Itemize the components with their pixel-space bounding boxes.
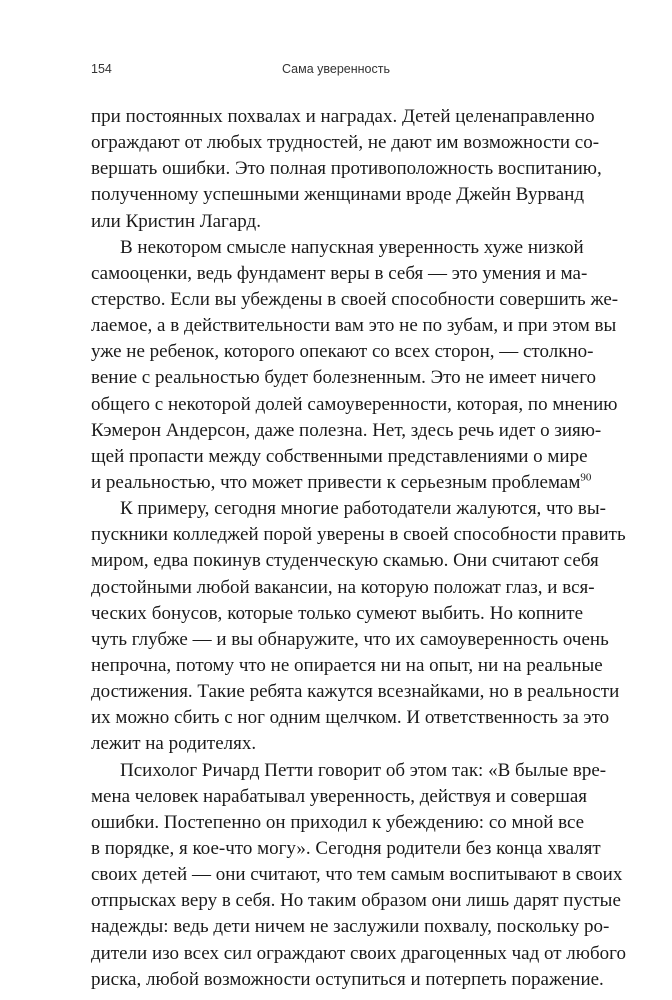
text-line: полученному успешными женщинами вроде Джейн Вурванд [91,184,585,206]
text-line: ошибки. Постепенно он приходил к убеждению: со мной все [91,811,585,833]
text-line: надежды: ведь дети ничем не заслужили похвалу, поскольку ро- [91,916,610,938]
text-line: пускники колледжей порой уверены в своей способности править [91,524,626,546]
text-line: лаемое, а в действительности вам это не по зубам, и при этом вы [91,315,617,337]
text-line: их можно сбить с ног одним щелчком. И ответственность за это [91,707,610,729]
text-line: или Кристин Лагард. [91,210,261,232]
text-line: ограждают от любых трудностей, не дают им возможности со- [91,132,600,154]
text-line: щей пропасти между собственными представлениями о мире [91,445,588,467]
text-line: при постоянных похвалах и наградах. Детей целенаправленно [91,106,595,127]
paragraph [91,496,626,757]
text-line: лежит на родителях. [91,733,257,755]
text-line: миром, едва покинув студенческую скамью. Они считают себя [91,550,599,572]
text-line: и реальностью, что может привести к серьезным проблемам$^{90}$ [91,471,592,493]
text-line: вение с реальностью будет болезненным. Это не имеет ничего [91,367,597,389]
paragraph [91,235,619,496]
paragraph [91,758,626,993]
text-line: В некотором смысле напускная уверенность хуже низкой [120,236,584,258]
text-line: в порядке, я кое-что могу». Сегодня родители без конца хвалят [91,837,601,859]
text-line: чуть глубже — и вы обнаружите, что их самоуверенность очень [91,628,609,650]
text-line: стерство. Если вы убеждены в своей способности совершить же- [91,288,619,310]
text-line: непрочна, потому что не опирается ни на опыт, ни на реальные [91,654,603,676]
text-line: ческих бонусов, которые только сумеют выбить. Но копните [91,602,583,624]
text-line: самооценки, ведь фундамент веры в себя — это умения и ма- [91,262,588,284]
text-line: отпрысках веру в себя. Но таким образом они лишь дарят пустые [91,890,621,912]
running-header [0,62,672,82]
page-number: 154 [91,62,112,76]
text-line: вершать ошибки. Это полная противоположность воспитанию, [91,158,602,180]
text-line: общего с некоторой долей самоуверенности, которая, по мнению [91,393,618,415]
text-line: мена человек нарабатывал уверенность, действуя и совершая [91,785,588,807]
text-line: своих детей — они считают, что тем самым воспитывают в своих [91,864,623,886]
text-line: К примеру, сегодня многие работодатели жалуются, что вы- [120,498,606,520]
text-line: риска, любой возможности оступиться и потерпеть поражение. [91,968,604,990]
footnote-ref[interactable]: 90 [580,471,592,484]
body-text [91,104,626,993]
running-title: Сама уверенность [282,62,390,76]
text-line: уже не ребенок, которого опекают со всех сторон, — столкно- [91,341,594,363]
text-line: достижения. Такие ребята кажутся всезнайками, но в реальности [91,681,620,703]
text-line: Кэмерон Андерсон, даже полезна. Нет, здесь речь идет о зияю- [91,419,602,441]
text-line: дители изо всех сил ограждают своих драгоценных чад от любого [91,942,626,964]
paragraph [91,104,602,235]
text-line: Психолог Ричард Петти говорит об этом так: «В былые вре- [120,759,607,781]
text-line: достойными любой вакансии, на которую положат глаз, и вся- [91,576,595,598]
